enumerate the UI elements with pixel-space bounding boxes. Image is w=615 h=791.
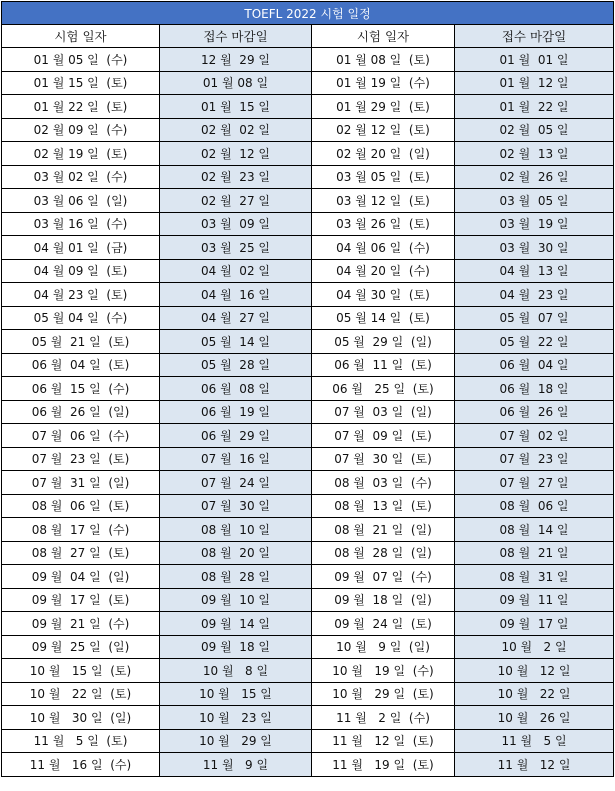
deadline-cell: 10 월 26 일 — [455, 706, 614, 730]
deadline-cell: 07 월 23 일 — [455, 447, 614, 471]
exam-date-cell: 09 월 25 일 (일) — [2, 635, 160, 659]
exam-date-cell: 10 월 22 일 (토) — [2, 682, 160, 706]
exam-date-cell: 02 월 09 일 (수) — [2, 118, 160, 142]
deadline-cell: 01 월 15 일 — [160, 95, 312, 119]
deadline-cell: 04 월 23 일 — [455, 283, 614, 307]
deadline-cell: 09 월 17 일 — [455, 612, 614, 636]
table-row — [2, 635, 614, 659]
exam-date-cell: 09 월 18 일 (일) — [312, 588, 455, 612]
exam-date-cell: 06 월 04 일 (토) — [2, 353, 160, 377]
table-row — [2, 424, 614, 448]
schedule-container — [1, 1, 613, 777]
deadline-cell: 10 월 15 일 — [160, 682, 312, 706]
exam-date-cell: 07 월 03 일 (일) — [312, 400, 455, 424]
table-row — [2, 706, 614, 730]
deadline-cell: 02 월 12 일 — [160, 142, 312, 166]
table-row — [2, 588, 614, 612]
table-row — [2, 71, 614, 95]
table-row — [2, 447, 614, 471]
deadline-cell: 07 월 02 일 — [455, 424, 614, 448]
deadline-cell: 01 월 08 일 — [160, 71, 312, 95]
exam-date-cell: 09 월 21 일 (수) — [2, 612, 160, 636]
exam-date-cell: 04 월 23 일 (토) — [2, 283, 160, 307]
deadline-cell: 05 월 22 일 — [455, 330, 614, 354]
deadline-cell: 10 월 12 일 — [455, 659, 614, 683]
table-row — [2, 306, 614, 330]
deadline-cell: 08 월 06 일 — [455, 494, 614, 518]
exam-date-cell: 11 월 12 일 (토) — [312, 729, 455, 753]
deadline-cell: 08 월 28 일 — [160, 565, 312, 589]
exam-date-cell: 01 월 15 일 (토) — [2, 71, 160, 95]
exam-date-cell: 03 월 02 일 (수) — [2, 165, 160, 189]
deadline-cell: 01 월 01 일 — [455, 48, 614, 72]
deadline-cell: 05 월 28 일 — [160, 353, 312, 377]
deadline-cell: 06 월 29 일 — [160, 424, 312, 448]
exam-date-cell: 11 월 5 일 (토) — [2, 729, 160, 753]
exam-date-cell: 07 월 23 일 (토) — [2, 447, 160, 471]
table-row — [2, 95, 614, 119]
exam-date-cell: 01 월 19 일 (수) — [312, 71, 455, 95]
exam-date-cell: 08 월 17 일 (수) — [2, 518, 160, 542]
deadline-cell: 03 월 25 일 — [160, 236, 312, 260]
table-row — [2, 565, 614, 589]
table-row — [2, 236, 614, 260]
deadline-cell: 04 월 16 일 — [160, 283, 312, 307]
deadline-cell: 09 월 10 일 — [160, 588, 312, 612]
table-row — [2, 377, 614, 401]
exam-date-cell: 07 월 31 일 (일) — [2, 471, 160, 495]
exam-date-cell: 03 월 16 일 (수) — [2, 212, 160, 236]
exam-date-cell: 10 월 29 일 (토) — [312, 682, 455, 706]
deadline-cell: 03 월 30 일 — [455, 236, 614, 260]
deadline-cell: 04 월 27 일 — [160, 306, 312, 330]
deadline-cell: 09 월 18 일 — [160, 635, 312, 659]
exam-date-cell: 06 월 15 일 (수) — [2, 377, 160, 401]
exam-date-cell: 08 월 03 일 (수) — [312, 471, 455, 495]
table-row — [2, 494, 614, 518]
deadline-cell: 09 월 11 일 — [455, 588, 614, 612]
deadline-cell: 03 월 19 일 — [455, 212, 614, 236]
deadline-cell: 10 월 23 일 — [160, 706, 312, 730]
deadline-cell: 02 월 23 일 — [160, 165, 312, 189]
deadline-cell: 04 월 02 일 — [160, 259, 312, 283]
table-row — [2, 259, 614, 283]
exam-date-cell: 03 월 12 일 (토) — [312, 189, 455, 213]
exam-date-cell: 10 월 15 일 (토) — [2, 659, 160, 683]
deadline-cell: 11 월 9 일 — [160, 753, 312, 777]
deadline-cell: 07 월 27 일 — [455, 471, 614, 495]
header-exam-date: 시험 일자 — [2, 25, 160, 48]
deadline-cell: 08 월 14 일 — [455, 518, 614, 542]
header-exam-date: 시험 일자 — [312, 25, 455, 48]
schedule-table — [1, 1, 614, 777]
exam-date-cell: 07 월 09 일 (토) — [312, 424, 455, 448]
table-row — [2, 612, 614, 636]
table-row — [2, 330, 614, 354]
deadline-cell: 06 월 04 일 — [455, 353, 614, 377]
exam-date-cell: 01 월 05 일 (수) — [2, 48, 160, 72]
exam-date-cell: 04 월 20 일 (수) — [312, 259, 455, 283]
deadline-cell: 10 월 22 일 — [455, 682, 614, 706]
table-body — [2, 48, 614, 777]
exam-date-cell: 05 월 29 일 (일) — [312, 330, 455, 354]
exam-date-cell: 06 월 26 일 (일) — [2, 400, 160, 424]
deadline-cell: 04 월 13 일 — [455, 259, 614, 283]
deadline-cell: 10 월 29 일 — [160, 729, 312, 753]
table-row — [2, 142, 614, 166]
deadline-cell: 09 월 14 일 — [160, 612, 312, 636]
deadline-cell: 06 월 26 일 — [455, 400, 614, 424]
exam-date-cell: 03 월 26 일 (토) — [312, 212, 455, 236]
deadline-cell: 07 월 16 일 — [160, 447, 312, 471]
exam-date-cell: 08 월 06 일 (토) — [2, 494, 160, 518]
table-row — [2, 189, 614, 213]
exam-date-cell: 01 월 08 일 (토) — [312, 48, 455, 72]
exam-date-cell: 06 월 11 일 (토) — [312, 353, 455, 377]
exam-date-cell: 02 월 19 일 (토) — [2, 142, 160, 166]
deadline-cell: 11 월 5 일 — [455, 729, 614, 753]
table-row — [2, 48, 614, 72]
deadline-cell: 02 월 02 일 — [160, 118, 312, 142]
deadline-cell: 08 월 31 일 — [455, 565, 614, 589]
deadline-cell: 01 월 12 일 — [455, 71, 614, 95]
deadline-cell: 02 월 26 일 — [455, 165, 614, 189]
exam-date-cell: 04 월 06 일 (수) — [312, 236, 455, 260]
exam-date-cell: 09 월 04 일 (일) — [2, 565, 160, 589]
table-row — [2, 165, 614, 189]
exam-date-cell: 09 월 07 일 (수) — [312, 565, 455, 589]
exam-date-cell: 01 월 29 일 (토) — [312, 95, 455, 119]
table-row — [2, 518, 614, 542]
deadline-cell: 01 월 22 일 — [455, 95, 614, 119]
table-row — [2, 400, 614, 424]
table-row — [2, 659, 614, 683]
deadline-cell: 11 월 12 일 — [455, 753, 614, 777]
exam-date-cell: 07 월 06 일 (수) — [2, 424, 160, 448]
header-deadline: 접수 마감일 — [160, 25, 312, 48]
table-row — [2, 283, 614, 307]
exam-date-cell: 02 월 12 일 (토) — [312, 118, 455, 142]
table-title: TOEFL 2022 시험 일정 — [2, 2, 614, 25]
exam-date-cell: 04 월 09 일 (토) — [2, 259, 160, 283]
exam-date-cell: 11 월 16 일 (수) — [2, 753, 160, 777]
deadline-cell: 03 월 09 일 — [160, 212, 312, 236]
deadline-cell: 02 월 13 일 — [455, 142, 614, 166]
deadline-cell: 07 월 30 일 — [160, 494, 312, 518]
exam-date-cell: 11 월 19 일 (토) — [312, 753, 455, 777]
exam-date-cell: 10 월 19 일 (수) — [312, 659, 455, 683]
table-row — [2, 753, 614, 777]
header-row — [2, 25, 614, 48]
exam-date-cell: 01 월 22 일 (토) — [2, 95, 160, 119]
exam-date-cell: 04 월 30 일 (토) — [312, 283, 455, 307]
exam-date-cell: 08 월 13 일 (토) — [312, 494, 455, 518]
table-row — [2, 118, 614, 142]
exam-date-cell: 11 월 2 일 (수) — [312, 706, 455, 730]
deadline-cell: 12 월 29 일 — [160, 48, 312, 72]
deadline-cell: 05 월 14 일 — [160, 330, 312, 354]
title-row — [2, 2, 614, 25]
deadline-cell: 02 월 05 일 — [455, 118, 614, 142]
exam-date-cell: 08 월 21 일 (일) — [312, 518, 455, 542]
exam-date-cell: 05 월 14 일 (토) — [312, 306, 455, 330]
deadline-cell: 06 월 19 일 — [160, 400, 312, 424]
deadline-cell: 08 월 10 일 — [160, 518, 312, 542]
deadline-cell: 10 월 8 일 — [160, 659, 312, 683]
table-row — [2, 682, 614, 706]
exam-date-cell: 03 월 06 일 (일) — [2, 189, 160, 213]
exam-date-cell: 02 월 20 일 (일) — [312, 142, 455, 166]
deadline-cell: 02 월 27 일 — [160, 189, 312, 213]
exam-date-cell: 06 월 25 일 (토) — [312, 377, 455, 401]
exam-date-cell: 03 월 05 일 (토) — [312, 165, 455, 189]
deadline-cell: 10 월 2 일 — [455, 635, 614, 659]
deadline-cell: 08 월 20 일 — [160, 541, 312, 565]
exam-date-cell: 08 월 28 일 (일) — [312, 541, 455, 565]
deadline-cell: 06 월 08 일 — [160, 377, 312, 401]
exam-date-cell: 10 월 9 일 (일) — [312, 635, 455, 659]
deadline-cell: 07 월 24 일 — [160, 471, 312, 495]
deadline-cell: 03 월 05 일 — [455, 189, 614, 213]
exam-date-cell: 04 월 01 일 (금) — [2, 236, 160, 260]
deadline-cell: 08 월 21 일 — [455, 541, 614, 565]
table-row — [2, 471, 614, 495]
table-row — [2, 212, 614, 236]
deadline-cell: 05 월 07 일 — [455, 306, 614, 330]
table-row — [2, 729, 614, 753]
exam-date-cell: 08 월 27 일 (토) — [2, 541, 160, 565]
exam-date-cell: 05 월 04 일 (수) — [2, 306, 160, 330]
table-row — [2, 541, 614, 565]
exam-date-cell: 10 월 30 일 (일) — [2, 706, 160, 730]
deadline-cell: 06 월 18 일 — [455, 377, 614, 401]
exam-date-cell: 09 월 24 일 (토) — [312, 612, 455, 636]
exam-date-cell: 09 월 17 일 (토) — [2, 588, 160, 612]
header-deadline: 접수 마감일 — [455, 25, 614, 48]
exam-date-cell: 05 월 21 일 (토) — [2, 330, 160, 354]
table-row — [2, 353, 614, 377]
exam-date-cell: 07 월 30 일 (토) — [312, 447, 455, 471]
